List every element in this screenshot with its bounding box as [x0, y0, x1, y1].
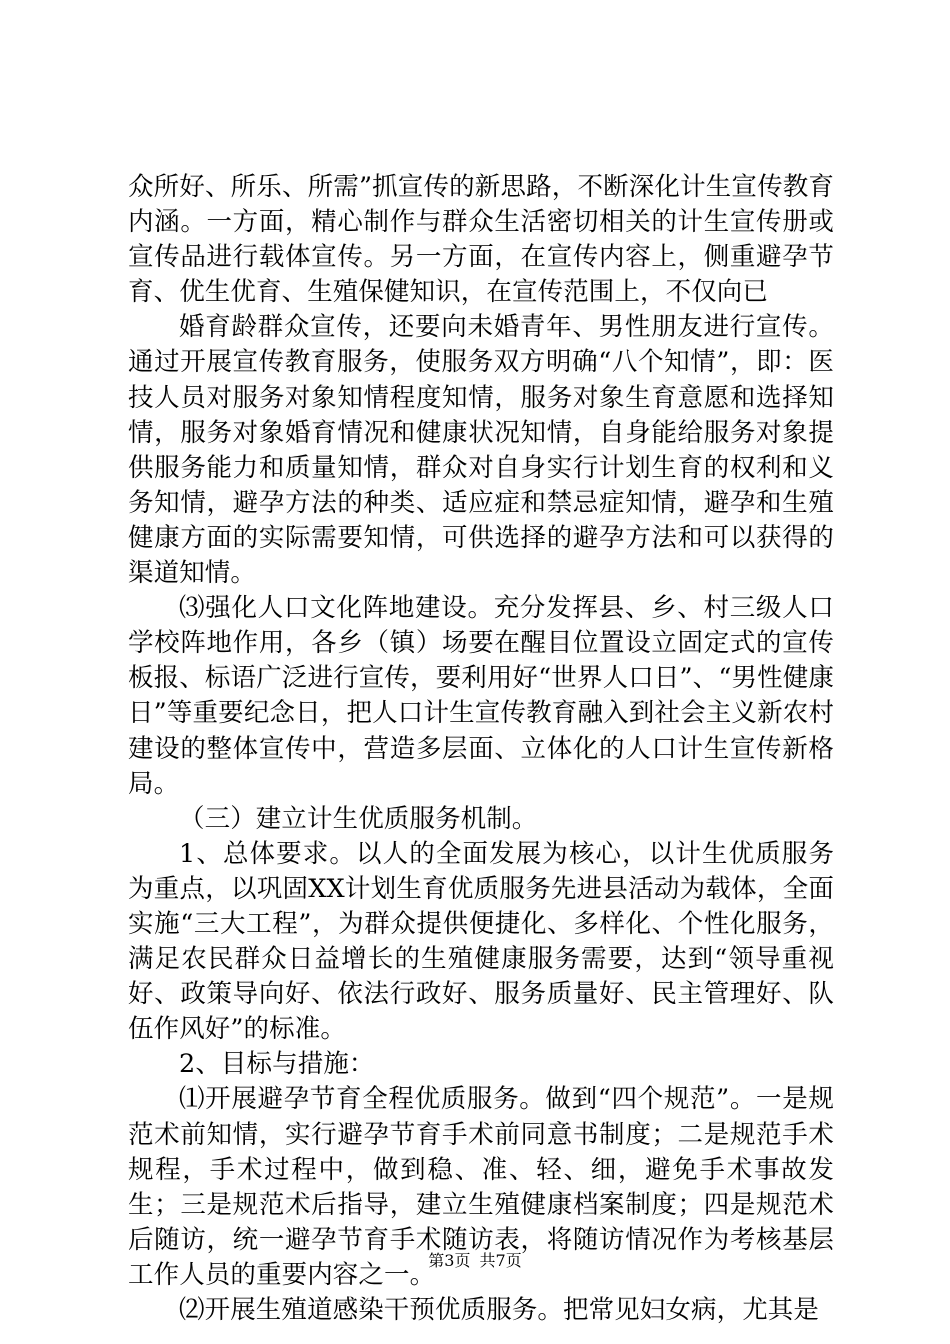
- document-body: [128, 170, 834, 1328]
- paragraph-culture-position: ⑶强化人口文化阵地建设。充分发挥县、乡、村三级人口学校阵地作用，各乡（镇）场要在醒目位置设立固定式的宣传板报、标语广泛进行宣传，要利用好“世界人口日”、“男性健康日”等重要纪念日，把人口计生宣传教育融入到社会主义新农村建设的整体宣传中，营造多层面、立体化的人口计生宣传新格局。: [128, 593, 834, 799]
- paragraph-goals-measures: 2、目标与措施：: [179, 1049, 375, 1080]
- paragraph-infection-intervention: ⑵开展生殖道感染干预优质服务。把常见妇女病，尤其是: [179, 1295, 820, 1325]
- paragraph-continued-break: 婚育龄群众宣传，还要向未婚青年、男性朋友进行宣传。通过开展宣传教育服务，使服务双方明确“八个知情”，即：医技人员对服务对象知情程度知情，服务对象生育意愿和选择知情，服务对象婚育情况和健康状况知情，自身能给服务对象提供服务能力和质量知情，群众对自身实行计划生育的权利和义务知情，避孕方法的种类、适应症和禁忌症知情，避孕和生殖健康方面的实际需要知情，可供选择的避孕方法和可以获得的渠道知情。: [128, 312, 834, 589]
- paragraph-general-requirements: 1、总体要求。以人的全面发展为核心，以计生优质服务为重点，以巩固XX计划生育优质服务先进县活动为载体，全面实施“三大工程”，为群众提供便捷化、多样化、个性化服务，满足农民群众日益增长的生殖健康服务需要，达到“领导重视好、政策导向好、依法行政好、服务质量好、民主管理好、队伍作风好”的标准。: [128, 838, 834, 1045]
- page-number: 第3页: [428, 1251, 471, 1270]
- page-footer: [0, 1248, 950, 1271]
- page-total: 共7页: [479, 1251, 522, 1270]
- paragraph-continuation: 众所好、所乐、所需”抓宣传的新思路，不断深化计生宣传教育内涵。一方面，精心制作与群众生活密切相关的计生宣传册或宣传品进行载体宣传。另一方面，在宣传内容上，侧重避孕节育、优生优育、生殖保健知识，在宣传范围上，不仅向已: [128, 172, 834, 308]
- section-heading-three: （三）建立计生优质服务机制。: [179, 803, 538, 834]
- paragraph-contraception-service: ⑴开展避孕节育全程优质服务。做到“四个规范”。一是规范术前知情，实行避孕节育手术前同意书制度；二是规范手术规程，手术过程中，做到稳、准、轻、细，避免手术事故发生；三是规范术后指导，建立生殖健康档案制度；四是规范术后随访，统一避孕节育手术随访表，将随访情况作为考核基层工作人员的重要内容之一。: [128, 1084, 834, 1290]
